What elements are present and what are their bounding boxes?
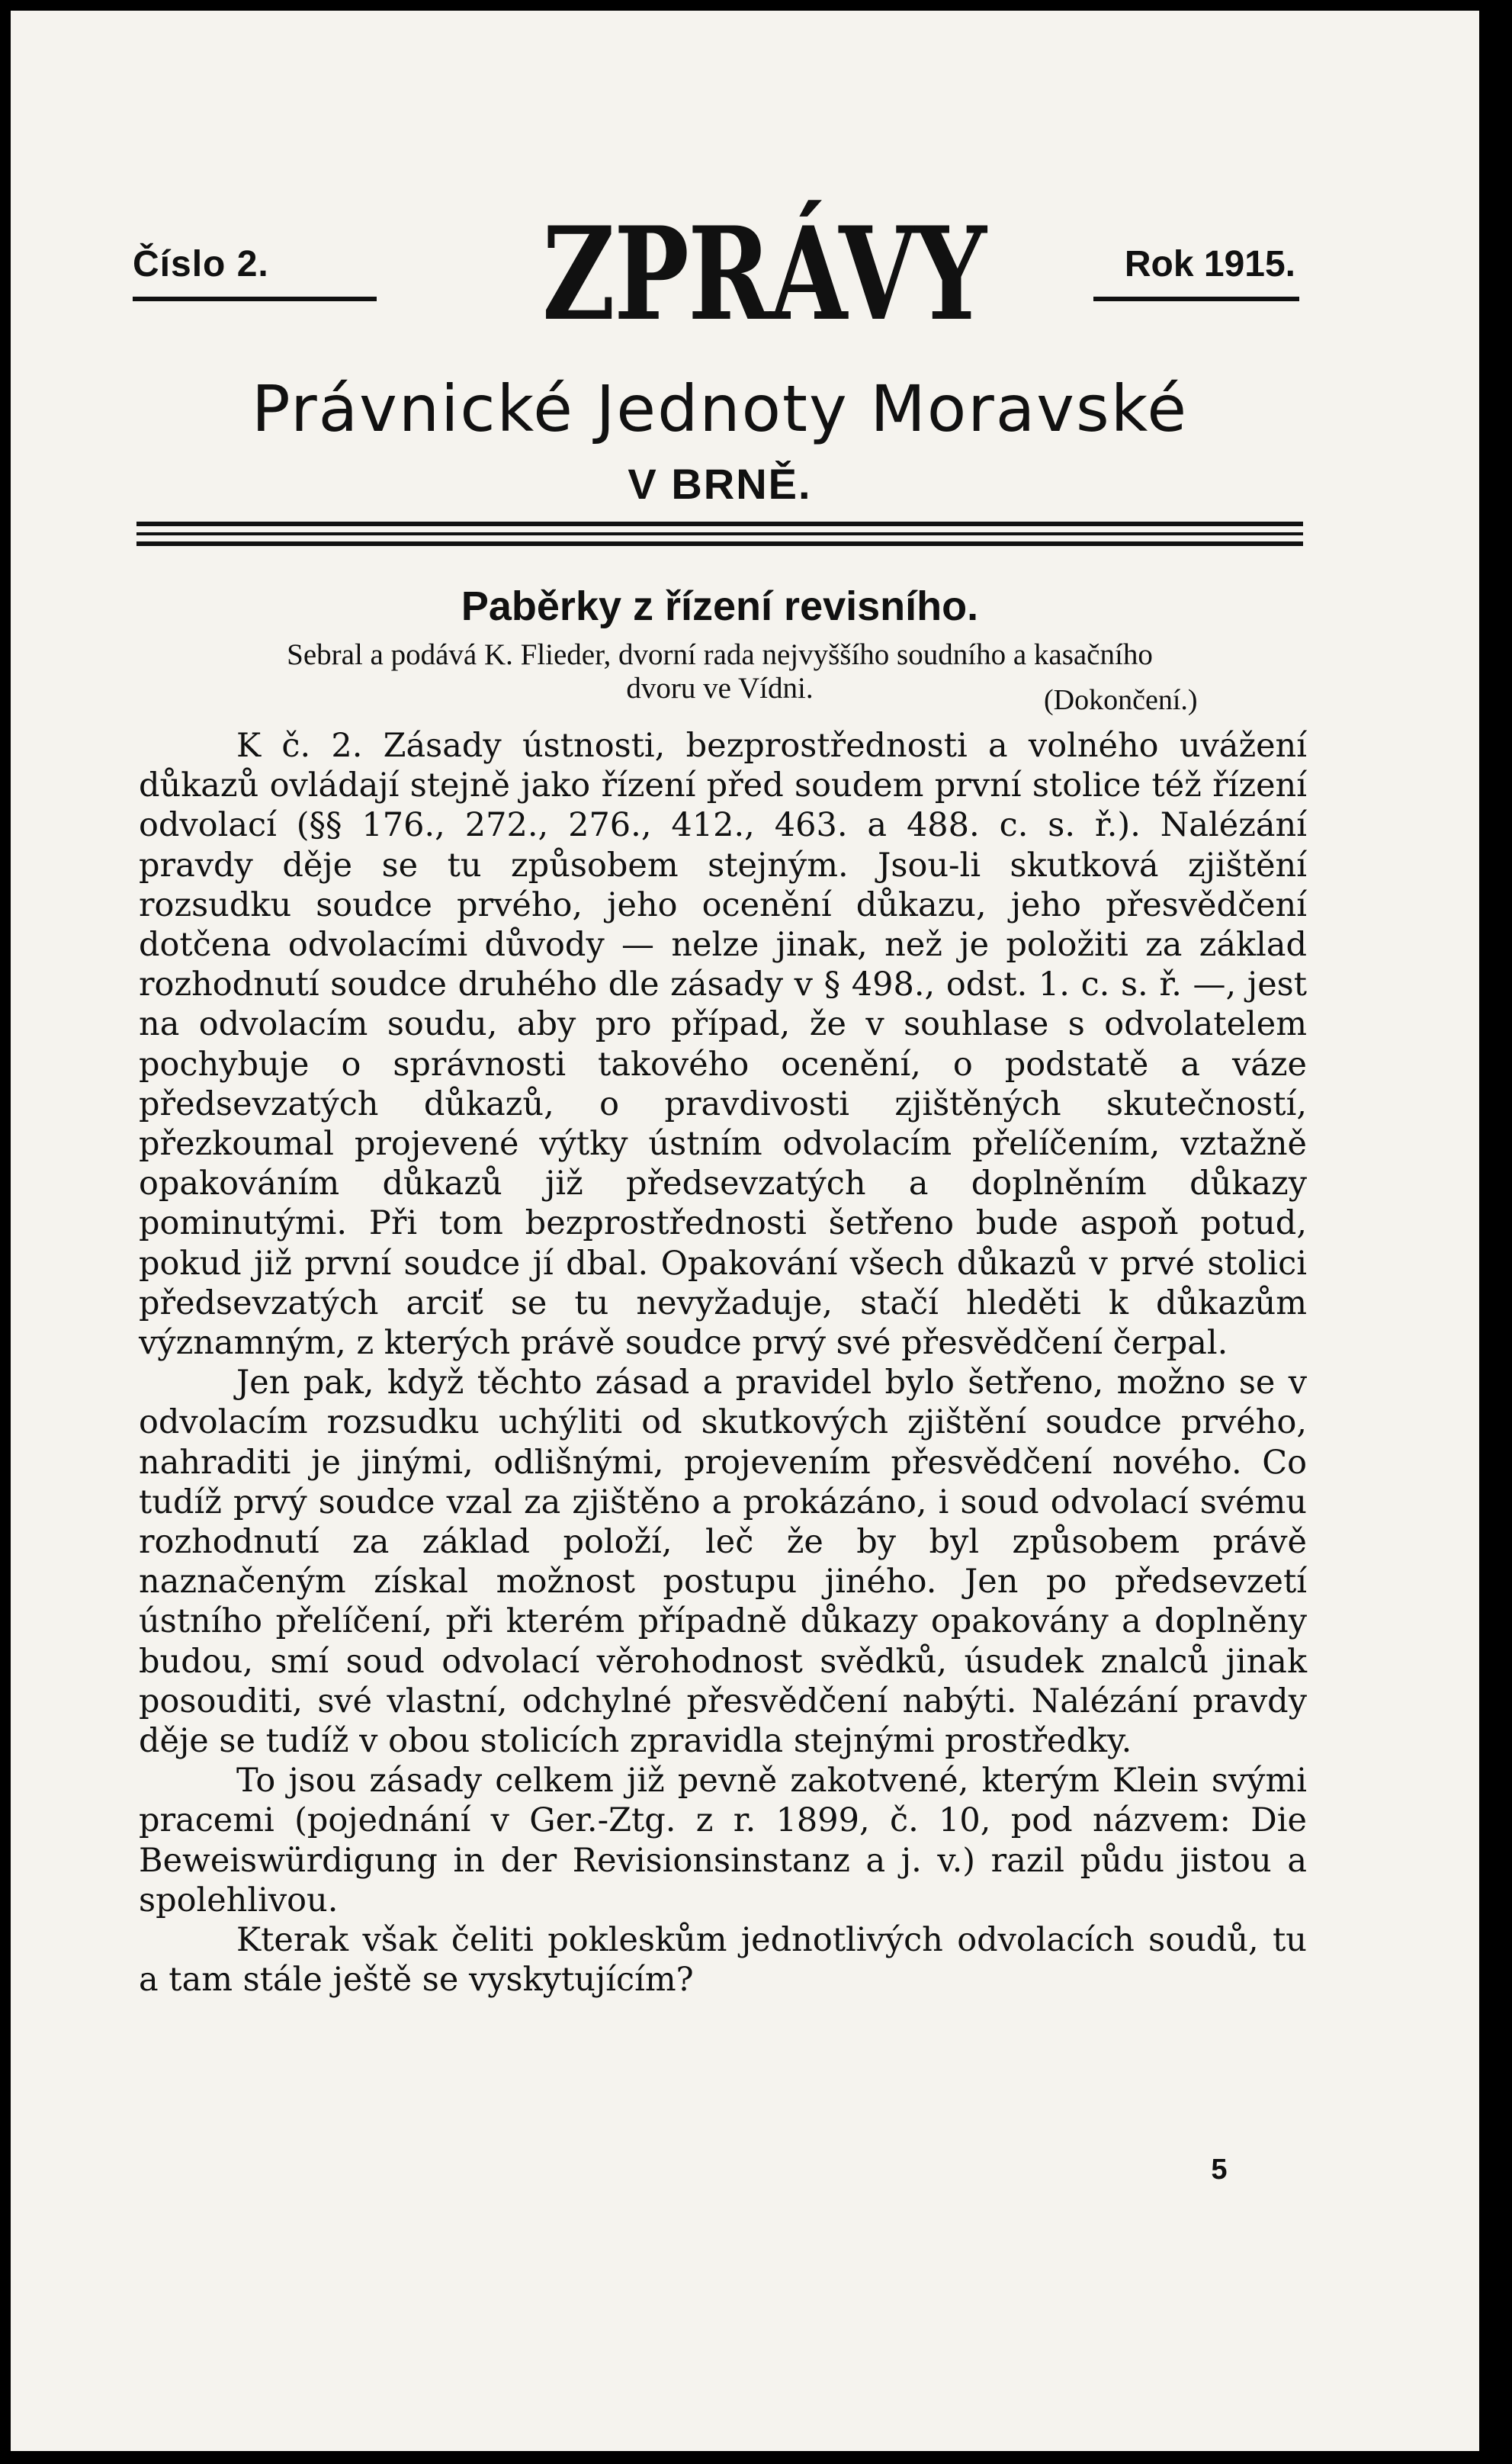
paragraph: Kterak však čeliti pokleskům jednotlivých odvolacích soudů, tu a tam stále ještě se vyskytujícím? [139, 1921, 1307, 2000]
byline-line-1: Sebral a podává K. Flieder, dvorní rada nejvyššího soudního a kasačního [287, 638, 1153, 671]
header-rule-bottom [136, 541, 1303, 546]
paragraph: To jsou zásady celkem již pevně zakotvené, kterým Klein svými pracemi (pojednání v Ger.-Ztg. z r. 1899, č. 10, pod názvem: Die Beweiswürdigung in der Revisionsinstanz a j. v.) razil půdu jistou a spolehlivou. [139, 1762, 1307, 1919]
year-underline [1093, 297, 1299, 301]
header-rule-top [136, 522, 1303, 526]
journal-logo: ZPRÁVY [542, 198, 986, 349]
publication-place: V BRNĚ. [628, 460, 812, 508]
journal-subtitle: Právnické Jednoty Moravské [251, 371, 1189, 446]
paragraph: Jen pak, když těchto zásad a pravidel bylo šetřeno, možno se v odvolacím rozsudku uchýliti od skutkových zjištění soudce prvého, nahraditi je jinými, odlišnými, projevením přesvědčení nového. Co tudíž prvý soudce vzal za zjištěno a prokázáno, i soud odvolací svému rozhodnutí za základ položí, leč že by byl způsobem právě naznačeným získal možnost postupu jiného. Jen po předsevzetí ústního přelíčení, při kterém případně důkazy opakovány a doplněny budou, smí soud odvolací věrohodnost svědků, úsudek znalců jinak posouditi, své vlastní, odchylné přesvědčení nabýti. Nalézání pravdy děje se tudíž v obou stolicích zpravidla stejnými prostředky. [139, 1364, 1307, 1761]
journal-page [11, 11, 1479, 2451]
year-label: Rok 1915. [1124, 244, 1295, 284]
paragraph: K č. 2. Zásady ústnosti, bezprostřednosti a volného uvážení důkazů ovládají stejně jako řízení před soudem první stolice též řízení odvolací (§§ 176., 272., 276., 412., 463. a 488. c. s. ř.). Nalézání pravdy děje se tu způsobem stejným. Jsou-li skutková zjištění rozsudku soudce prvého, jeho ocenění důkazu, jeho přesvědčení dotčena odvolacími důvody — nelze jinak, než je položiti za základ rozhodnutí soudce druhého dle zásady v § 498., odst. 1. c. s. ř. —, jest na odvolacím soudu, aby pro případ, že v souhlase s odvolatelem pochybuje o správnosti takového ocenění, o podstatě a váze předsevzatých důkazů, o pravdivosti zjištěných skutečností, přezkoumal projevené výtky ústním odvolacím přelíčením, vztažně opakováním důkazů již předsevzatých a doplněním důkazy pominutými. Při tom bezprostřednosti šetřeno bude aspoň potud, pokud již první soudce jí dbal. Opakování všech důkazů v prvé stolici předsevzatých arciť se tu nevyžaduje, stačí hleděti k důkazům významným, z kterých právě soudce prvý své přesvědčení čerpal. [139, 727, 1307, 1363]
issue-number: Číslo 2. [133, 244, 269, 284]
article-body [139, 726, 1307, 2000]
issue-underline [133, 297, 377, 301]
byline-line-2: dvoru ve Vídni. [626, 672, 814, 705]
page-number: 5 [1211, 2154, 1228, 2186]
continued-note: (Dokončení.) [1044, 684, 1198, 716]
article-title: Paběrky z řízení revisního. [461, 583, 979, 629]
header-rule-middle [136, 532, 1303, 535]
